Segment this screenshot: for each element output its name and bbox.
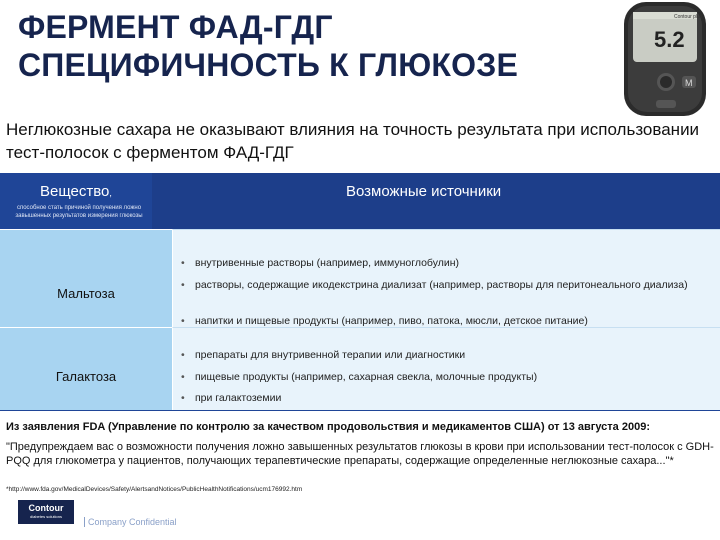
subtitle: Неглюкозные сахара не оказывают влияния на точность результата при использовании тест-полосок с ферментом ФАД-ГДГ	[6, 120, 700, 162]
list-item: • внутривенные растворы (например, иммуноглобулин)	[181, 257, 460, 269]
table-row	[0, 327, 720, 410]
meter-reading: 5.2	[654, 27, 685, 52]
logo-tagline: diabetes solutions	[29, 514, 63, 519]
substance-cell	[0, 327, 172, 410]
list-item: • препараты для внутривенной терапии или диагностики	[181, 349, 466, 361]
substance-name: Галактоза	[55, 369, 117, 384]
sources-table	[0, 173, 720, 410]
meter-brand: Contour plus	[674, 14, 703, 20]
header-substance-note: способное стать причиной получения ложно завышенных результатов измерения глюкозы	[15, 205, 143, 219]
meter-m-button: M	[685, 78, 693, 88]
title-line-2: СПЕЦИФИЧНОСТЬ К ГЛЮКОЗЕ	[18, 47, 519, 83]
header-substance-cell	[0, 173, 152, 229]
glucose-meter-image	[618, 0, 712, 120]
list-item: • при галактоземии	[181, 392, 282, 404]
fda-quote: "Предупреждаем вас о возможности получения ложно завышенных результатов глюкозы в крови при использовании тест-полосок с GDH-PQQ для глюкометра у пациентов, получающих терапевтические препараты, содержащие определенные неглюкозные сахара..."*	[6, 441, 714, 467]
divider	[0, 410, 720, 411]
confidential-label: Company Confidential	[84, 517, 177, 527]
substance-cell	[0, 229, 172, 327]
sources-cell	[172, 229, 720, 327]
table-header	[0, 173, 720, 229]
header-substance-label: Вещество,	[40, 183, 112, 200]
list-item: • растворы, содержащие икодекстрина диализат (например, растворы для перитонеального диализа)	[181, 279, 688, 291]
table-row	[0, 229, 720, 327]
footnote-url: *http://www.fda.gov/MedicalDevices/Safety/AlertsandNotices/PublicHealthNotifications/ucm176992.htm	[6, 486, 303, 493]
header-sources-label: Возможные источники	[346, 183, 502, 200]
title-line-1: ФЕРМЕНТ ФАД-ГДГ	[18, 9, 333, 45]
page-title	[18, 8, 608, 84]
list-item: • пищевые продукты (например, сахарная свекла, молочные продукты)	[181, 371, 538, 383]
fda-heading: Из заявления FDA (Управление по контролю за качеством продовольствия и медикаментов США) от 13 августа 2009:	[6, 421, 650, 433]
contour-logo	[18, 500, 74, 524]
logo-name: Contour	[28, 503, 64, 513]
list-item: • напитки и пищевые продукты (например, пиво, патока, мюсли, детское питание)	[181, 315, 588, 327]
sources-cell	[172, 327, 720, 410]
substance-name: Мальтоза	[57, 286, 115, 301]
